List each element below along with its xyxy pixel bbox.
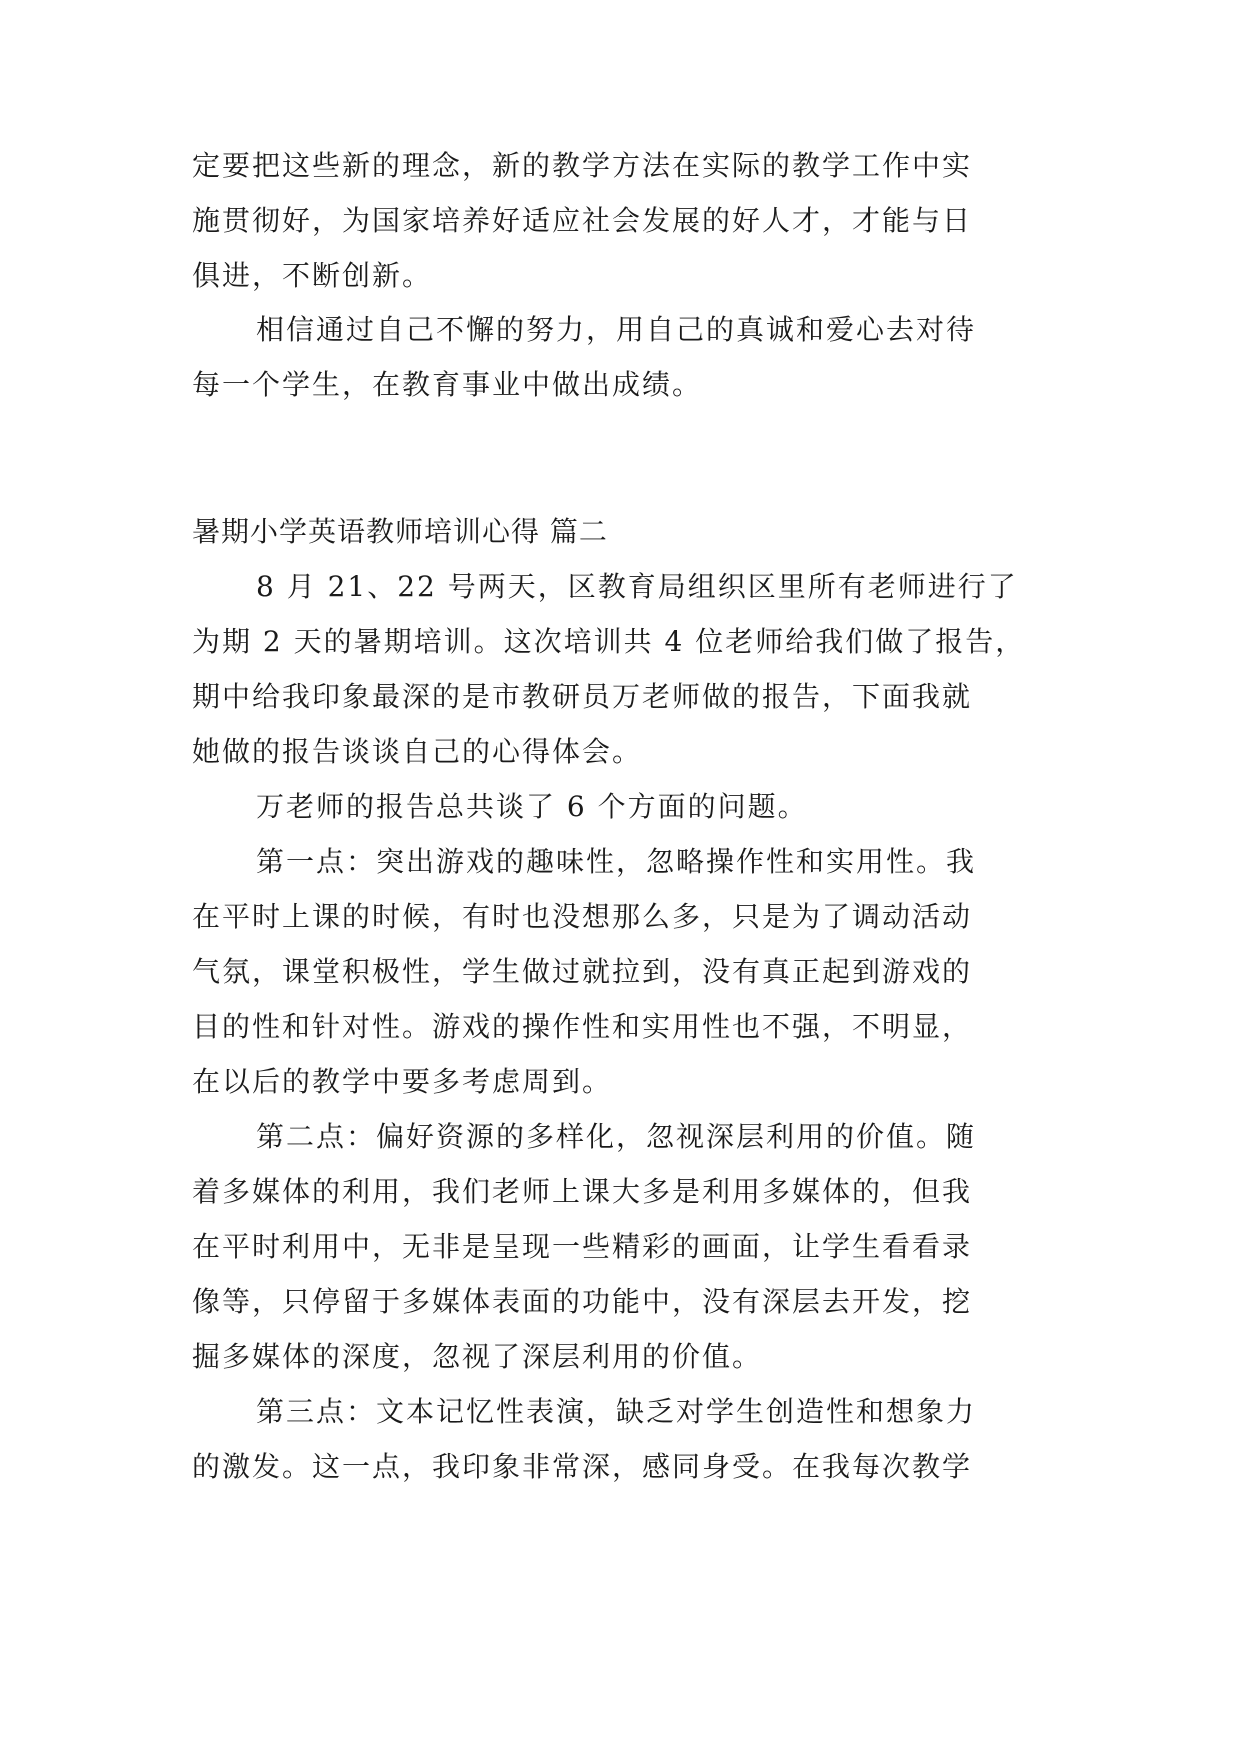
paragraph-line: 掘多媒体的深度，忽视了深层利用的价值。 — [192, 1340, 763, 1373]
paragraph-line: 8 月 21、22 号两天，区教育局组织区里所有老师进行了 — [256, 570, 1018, 603]
paragraph-line: 在平时上课的时候，有时也没想那么多，只是为了调动活动 — [192, 900, 973, 933]
paragraph-line: 像等，只停留于多媒体表面的功能中，没有深层去开发，挖 — [192, 1285, 973, 1318]
paragraph-line: 定要把这些新的理念，新的教学方法在实际的教学工作中实 — [192, 149, 973, 182]
section-title: 暑期小学英语教师培训心得 篇二 — [192, 515, 608, 548]
paragraph-line: 施贯彻好，为国家培养好适应社会发展的好人才，才能与日 — [192, 204, 973, 237]
paragraph-line: 在以后的教学中要多考虑周到。 — [192, 1065, 613, 1098]
paragraph-line: 相信通过自己不懈的努力，用自己的真诚和爱心去对待 — [256, 313, 977, 346]
paragraph-line: 气氛，课堂积极性，学生做过就拉到，没有真正起到游戏的 — [192, 955, 973, 988]
paragraph-line: 着多媒体的利用，我们老师上课大多是利用多媒体的，但我 — [192, 1175, 973, 1208]
paragraph-line: 每一个学生，在教育事业中做出成绩。 — [192, 368, 703, 401]
paragraph-line: 第二点：偏好资源的多样化，忽视深层利用的价值。随 — [256, 1120, 977, 1153]
paragraph-line: 在平时利用中，无非是呈现一些精彩的画面，让学生看看录 — [192, 1230, 973, 1263]
paragraph-line: 万老师的报告总共谈了 6 个方面的问题。 — [256, 790, 808, 823]
paragraph-line: 期中给我印象最深的是市教研员万老师做的报告，下面我就 — [192, 680, 973, 713]
paragraph-line: 为期 2 天的暑期培训。这次培训共 4 位老师给我们做了报告， — [192, 625, 1026, 658]
paragraph-line: 她做的报告谈谈自己的心得体会。 — [192, 735, 643, 768]
paragraph-line: 目的性和针对性。游戏的操作性和实用性也不强，不明显， — [192, 1010, 973, 1043]
paragraph-line: 第一点：突出游戏的趣味性，忽略操作性和实用性。我 — [256, 845, 977, 878]
paragraph-line: 的激发。这一点，我印象非常深，感同身受。在我每次教学 — [192, 1450, 973, 1483]
paragraph-line: 第三点：文本记忆性表演，缺乏对学生创造性和想象力 — [256, 1395, 977, 1428]
paragraph-line: 俱进，不断创新。 — [192, 259, 433, 292]
